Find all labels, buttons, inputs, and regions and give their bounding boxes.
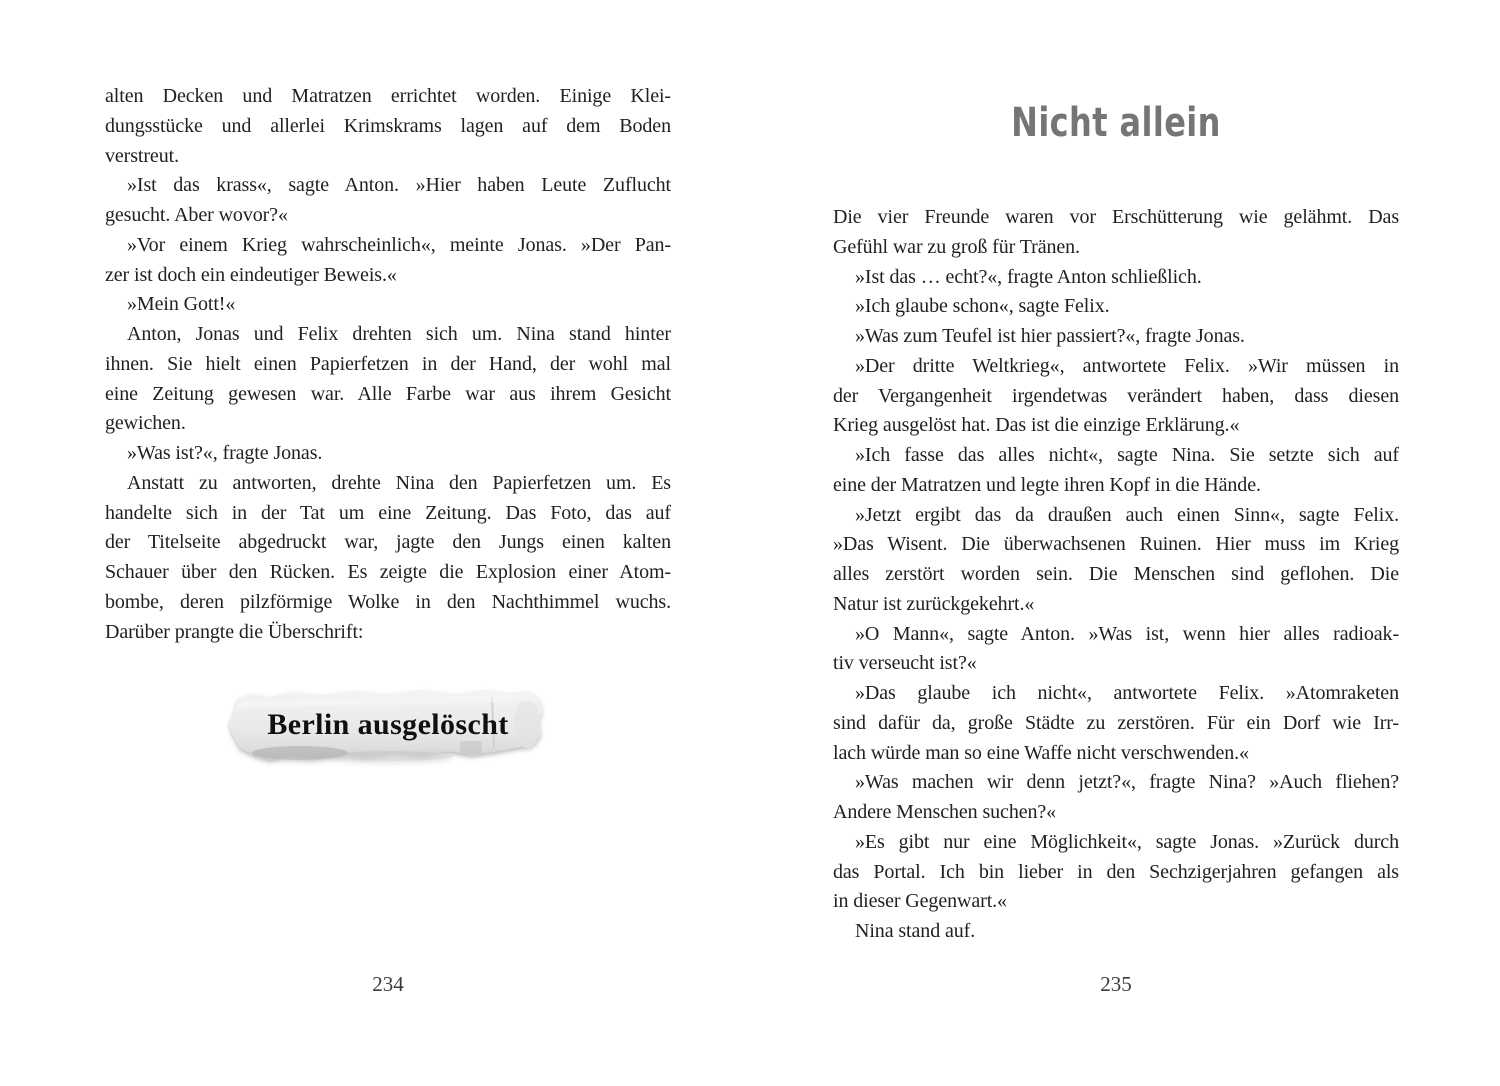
text-line: Krieg ausgelöst hat. Das ist die einzige Erklärung.«: [833, 414, 1240, 437]
text-line: Natur ist zurückgekehrt.«: [833, 592, 1035, 615]
text-line: »Ich fasse das alles nicht«, sagte Nina. Sie setzte sich auf: [855, 444, 1399, 466]
paper-smudge: [252, 746, 348, 760]
text-line: »Das Wisent. Die überwachsenen Ruinen. Hier muss im Krieg: [833, 533, 1399, 556]
text-line: tiv verseucht ist?«: [833, 652, 977, 675]
text-line: »Was zum Teufel ist hier passiert?«, fragte Jonas.: [855, 325, 1245, 347]
text-line: Anton, Jonas und Felix drehten sich um. Nina stand hinter: [127, 323, 671, 345]
text-line: »Vor einem Krieg wahrscheinlich«, meinte Jonas. »Der Pan-: [127, 233, 671, 256]
text-line: verstreut.: [105, 144, 179, 167]
text-line: das Portal. Ich bin lieber in den Sechzigerjahren gefangen als: [833, 860, 1399, 883]
text-line: Darüber prangte die Überschrift:: [105, 620, 364, 643]
text-line: alten Decken und Matratzen errichtet worden. Einige Klei-: [105, 85, 671, 107]
text-line: der Titelseite abgedruckt war, jagte den Jungs einen kalten: [105, 531, 671, 554]
text-line: alles zerstört worden sein. Die Menschen sind geflohen. Die: [833, 563, 1399, 585]
newspaper-clipping: [226, 685, 546, 769]
text-line: dungsstücke und allerlei Krimskrams lagen auf dem Boden: [105, 114, 671, 137]
text-line: lach würde man so eine Waffe nicht verschwenden.«: [833, 741, 1249, 764]
text-line: »Ist das … echt?«, fragte Anton schließlich.: [855, 265, 1202, 288]
left-page-text: [105, 82, 671, 647]
text-line: gewichen.: [105, 412, 186, 435]
text-line: Anstatt zu antworten, drehte Nina den Papierfetzen um. Es: [127, 471, 671, 494]
text-line: sind dafür da, große Städte zu zerstören. Für ein Dorf wie Irr-: [833, 711, 1399, 734]
text-line: Nina stand auf.: [855, 920, 976, 942]
text-line: eine der Matratzen und legte ihren Kopf in die Hände.: [833, 473, 1261, 496]
text-line: eine Zeitung gewesen war. Alle Farbe war aus ihrem Gesicht: [105, 382, 671, 405]
text-line: Die vier Freunde waren vor Erschütterung wie gelähmt. Das: [833, 206, 1399, 228]
chapter-title: Nicht allein: [1011, 100, 1221, 146]
text-line: »Ist das krass«, sagte Anton. »Hier haben Leute Zuflucht: [127, 174, 671, 197]
text-line: zer ist doch ein eindeutiger Beweis.«: [105, 263, 397, 286]
clipping-headline: Berlin ausgelöscht: [267, 708, 509, 741]
text-line: »Was ist?«, fragte Jonas.: [127, 442, 323, 464]
text-line: »Mein Gott!«: [127, 293, 236, 316]
text-line: gesucht. Aber wovor?«: [105, 204, 288, 226]
text-line: »Es gibt nur eine Möglichkeit«, sagte Jonas. »Zurück durch: [855, 830, 1399, 853]
text-line: bombe, deren pilzförmige Wolke in den Nachthimmel wuchs.: [105, 590, 671, 613]
text-line: Schauer über den Rücken. Es zeigte die Explosion einer Atom-: [105, 561, 671, 583]
text-line: handelte sich in der Tat um eine Zeitung. Das Foto, das auf: [105, 501, 671, 524]
text-line: »Ich glaube schon«, sagte Felix.: [855, 295, 1110, 318]
text-line: ihnen. Sie hielt einen Papierfetzen in der Hand, der wohl mal: [105, 352, 671, 375]
torn-paper-graphic: [226, 685, 546, 769]
text-line: in dieser Gegenwart.«: [833, 890, 1007, 913]
text-line: »Jetzt ergibt das da draußen auch einen Sinn«, sagte Felix.: [855, 503, 1399, 526]
paper-smudge: [460, 741, 482, 754]
text-line: »O Mann«, sagte Anton. »Was ist, wenn hier alles radioak-: [855, 622, 1399, 645]
text-line: Gefühl war zu groß für Tränen.: [833, 235, 1080, 258]
text-line: »Das glaube ich nicht«, antwortete Felix. »Atomraketen: [855, 682, 1399, 704]
paper-smudge: [329, 751, 453, 761]
text-line: der Vergangenheit irgendetwas verändert haben, dass diesen: [833, 384, 1399, 407]
paper-smudge: [514, 698, 540, 748]
page-number-left: 234: [372, 972, 404, 996]
page-number-right: 235: [1100, 972, 1132, 996]
text-line: »Was machen wir denn jetzt?«, fragte Nina? »Auch fliehen?: [855, 771, 1399, 794]
text-line: Andere Menschen suchen?«: [833, 801, 1057, 823]
text-line: »Der dritte Weltkrieg«, antwortete Felix. »Wir müssen in: [855, 354, 1399, 377]
right-page-text: [833, 203, 1399, 947]
